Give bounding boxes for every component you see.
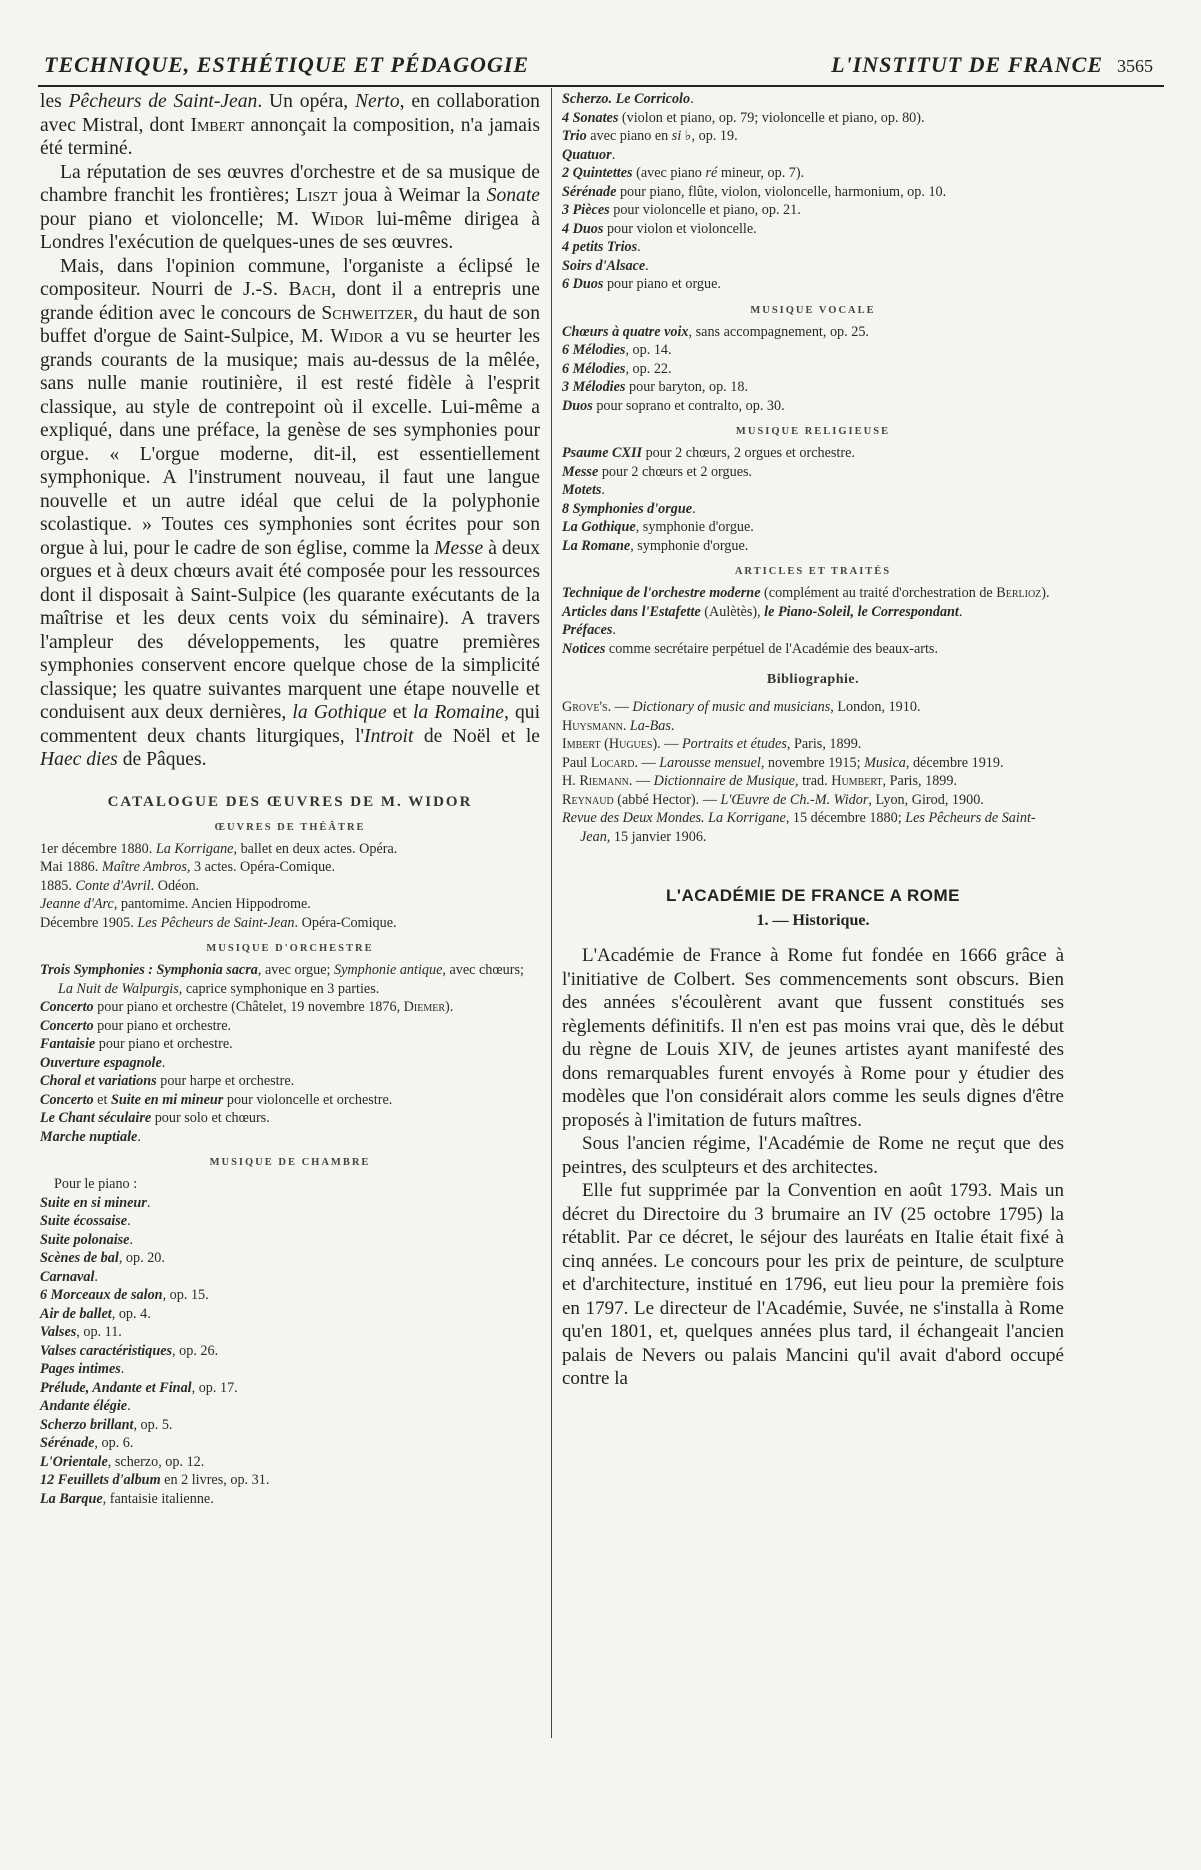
text-run: , op. 26. (172, 1342, 219, 1359)
catalogue-item (562, 500, 1064, 519)
text-run: La Korrigane (155, 840, 234, 857)
text-run: , op. 15. (162, 1287, 209, 1303)
catalogue-item (562, 90, 1064, 109)
text-run: pour 2 chœurs et 2 orgues. (598, 463, 753, 480)
text-run: annonçait la composition, n'a jamais été terminé. (40, 114, 540, 159)
text-run: Schweitzer (321, 302, 414, 324)
running-header-right (831, 52, 1153, 78)
rome-paragraph: Elle fut supprimée par la Convention en août 1793. Mais un décret du Directoire du 3 brumaire an IV (25 octobre 1795) la rétablit. Par ce décret, le séjour des lauréats en Italie était fixé à cinq années. Le concours pour les prix de peinture, de sculpture et d'architecture, institué en 1796, eut lieu pour la première fois en 1797. Le directeur de l'Académie, Suvée, ne s'installa à Rome qu'en 1801, et, quelques années plus tard, il échangeait l'ancien palais de Nevers ou palais Mancini qu'il avait d'abord occupé contre la (562, 1180, 1064, 1389)
text-run: pour harpe et orchestre. (156, 1073, 295, 1089)
text-run: les (40, 91, 69, 112)
running-header-title: L'INSTITUT DE FRANCE (831, 52, 1103, 77)
text-run: , avec chœurs; (442, 962, 524, 978)
text-run: , op. 19. (691, 128, 738, 144)
text-run: Dictionnaire de Musique (653, 773, 795, 789)
text-run: pour piano et orchestre. (95, 1036, 233, 1052)
text-run: Concerto (40, 1017, 94, 1034)
text-run: de Pâques. (117, 749, 207, 770)
text-run: Scherzo brillant (40, 1416, 134, 1433)
catalogue-item (40, 1212, 540, 1231)
text-run: . (612, 622, 616, 638)
catalogue-item (40, 1305, 540, 1324)
text-run: Symphonie antique (334, 962, 443, 978)
section-heading: ARTICLES ET TRAITÉS (734, 566, 892, 577)
catalogue-item (562, 323, 1064, 342)
catalogue-item (562, 341, 1064, 360)
text-run: ). (445, 999, 454, 1015)
page-number: 3565 (1117, 56, 1153, 76)
section-heading: MUSIQUE D'ORCHESTRE (206, 943, 374, 954)
rome-paragraph: L'Académie de France à Rome fut fondée en 1666 grâce à l'initiative de Colbert. Ses commencements sont obscurs. Bien des années s'écoulèrent avant que fussent constitués ses règlements définitifs. Il n'en est pas moins vrai que, dès le début du règne de Louis XIV, de jeunes artistes ayant manifesté des dons remarquables furent envoyés à Rome pour y étudier des modèles que l'on considérait alors comme les seuls dignes d'être proposés à l'imitation de futurs maîtres. (562, 945, 1064, 1131)
text-run: Choral et variations (40, 1073, 157, 1089)
text-run: Suite en mi mineur (110, 1091, 224, 1108)
section-heading: ŒUVRES DE THÉÂTRE (214, 821, 366, 833)
text-run: , novembre 1915; (760, 754, 865, 771)
text-run: ( (600, 736, 609, 752)
text-run: . — (628, 773, 654, 789)
text-run: Grove's (562, 699, 608, 715)
text-run: comme secrétaire perpétuel de l'Académie des beaux-arts. (605, 640, 938, 657)
text-run: Technique de l'orchestre moderne (562, 585, 761, 601)
text-run: 6 Morceaux de salon (40, 1287, 163, 1303)
text-run: Andante élégie (40, 1398, 128, 1414)
text-run: si ♭ (671, 128, 692, 144)
text-run: Quatuor (562, 146, 612, 163)
left-body-text (40, 90, 540, 772)
text-run: Conte d'Avril (75, 877, 151, 894)
text-run: . — (634, 754, 660, 771)
catalogue-item (40, 877, 540, 896)
text-run: pour piano et orchestre (Châtelet, 19 novembre 1876, (93, 999, 404, 1015)
catalogue-item (40, 1035, 540, 1054)
text-run: Musica (864, 754, 906, 771)
text-run: La Nuit de Walpurgis (58, 980, 179, 997)
catalogue-item (562, 109, 1064, 128)
section-heading: MUSIQUE DE CHAMBRE (209, 1157, 371, 1168)
catalogue-item (40, 1453, 540, 1472)
text-run: . (690, 91, 694, 107)
text-run: L'Œuvre de Ch.-M. Widor (720, 791, 869, 808)
catalogue-item (40, 1360, 540, 1379)
text-run: Bach (288, 279, 332, 300)
text-run: pour violoncelle et orchestre. (223, 1091, 393, 1108)
text-run: La réputation de ses œuvres d'orchestre et de sa musique de chambre franchit les frontières; (40, 161, 540, 206)
text-run: Soirs d'Alsace (562, 257, 646, 274)
column-divider (551, 88, 552, 1738)
text-run: , en collaboration avec Mistral, dont (40, 91, 540, 136)
text-run: joua à Weimar la (337, 185, 487, 206)
text-run: Marche nuptiale (40, 1128, 138, 1145)
text-run: , ballet en deux actes. Opéra. (233, 840, 398, 857)
text-run: Préfaces (562, 622, 613, 638)
text-run: pour violoncelle et piano, op. 21. (609, 202, 801, 218)
text-run: , qui commentent deux chants liturgiques, l' (40, 702, 541, 747)
text-run: , op. 20. (118, 1250, 165, 1266)
catalogue-item (562, 378, 1064, 397)
text-run: 1885. (40, 877, 76, 894)
text-run: lui-même dirigea à Londres l'exécution de quelques-unes de ses œuvres. (40, 208, 540, 253)
text-run: pour piano, flûte, violon, violoncelle, harmonium, op. 10. (616, 183, 947, 200)
text-run: 6 Mélodies (562, 360, 626, 377)
catalogue-item (562, 183, 1064, 202)
catalogue-item (562, 220, 1064, 239)
catalogue-item (562, 809, 1064, 846)
text-run: , sans accompagnement, op. 25. (688, 323, 869, 340)
text-run: , op. 11. (76, 1324, 122, 1340)
catalogue-item (562, 146, 1064, 165)
text-run: . Opéra-Comique. (294, 914, 397, 931)
text-run: Mai 1886. (40, 859, 102, 875)
catalogue-item (562, 603, 1064, 622)
text-run: . (127, 1213, 131, 1229)
text-run: , Paris, 1899. (882, 773, 958, 789)
catalogue-item (562, 791, 1064, 810)
catalogue-item (40, 1109, 540, 1128)
text-run: Riemann (579, 773, 629, 789)
rome-body-text (562, 944, 1064, 1391)
text-run: Articles dans l'Estafette (562, 603, 701, 620)
catalogue-item (40, 895, 540, 914)
text-run: à deux orgues et à deux chœurs avait été composée pour les ressources dont il disposait à Saint-Sulpice (les quarante exécutants de la maîtrise et les deux cents voix du séminaire). A travers l'ampleur des développements, les quatre premières symphonies conservent encore quelque chose de la simplicité classique; les quatre suivantes marquent une étape nouvelle et conduisent aux deux dernières, (40, 537, 540, 723)
text-run: 1er décembre 1880. (40, 840, 156, 857)
catalogue-item (40, 1231, 540, 1250)
text-run: 8 Symphonies d'orgue (562, 500, 693, 517)
catalogue-item (40, 840, 540, 859)
text-run: , 15 décembre 1880; (785, 810, 906, 826)
text-run: . (670, 717, 675, 734)
catalogue-item (40, 1397, 540, 1416)
text-run: , avec orgue; (257, 962, 335, 978)
text-run: Pêcheurs de Saint-Jean (68, 91, 258, 112)
text-run: La Romane (562, 537, 631, 554)
text-run: Sérénade (40, 1435, 95, 1451)
text-run: Les Pêcheurs de Saint-Jean (137, 914, 295, 931)
text-run: Larousse mensuel (659, 754, 761, 771)
text-run: Les Pêcheurs de Saint-Jean (580, 810, 1036, 845)
text-run: , London, 1910. (830, 699, 921, 715)
catalogue-item (40, 1091, 540, 1110)
text-run: . (127, 1398, 131, 1414)
left-column (40, 90, 540, 1508)
text-run: ). (1041, 585, 1050, 601)
text-run: , symphonie d'orgue. (635, 519, 754, 535)
text-run: . Un opéra, (257, 91, 355, 112)
text-run: , op. 14. (625, 342, 672, 358)
text-run: , pantomime. Ancien Hippodrome. (113, 896, 311, 912)
text-run: . — (607, 699, 633, 715)
text-run: ré (705, 165, 718, 181)
text-run: pour 2 chœurs, 2 orgues et orchestre. (642, 445, 855, 461)
text-run: , symphonie d'orgue. (630, 537, 749, 554)
catalogue-item (562, 275, 1064, 294)
text-run: Messe (434, 537, 484, 559)
text-run: . (146, 1194, 151, 1211)
text-run: (Aulètès), (700, 603, 765, 620)
text-run: Concerto (40, 999, 94, 1015)
text-run: Imbert (190, 114, 245, 136)
text-run: 6 Duos (562, 276, 604, 292)
catalogue-item (562, 621, 1064, 640)
catalogue-item (562, 518, 1064, 537)
text-run: , op. 22. (625, 360, 672, 377)
text-run: , du haut de son buffet d'orgue de Saint-Sulpice, M. (40, 302, 540, 347)
text-run: 4 Duos (562, 220, 604, 237)
catalogue-item (562, 201, 1064, 220)
text-run: Valses (40, 1324, 77, 1340)
text-run: Suite en si mineur (40, 1194, 147, 1211)
text-run: . (622, 717, 630, 734)
text-run: , op. 4. (111, 1305, 151, 1322)
rome-paragraph: Sous l'ancien régime, l'Académie de Rome ne reçut que des peintres, des sculpteurs et des architectes. (562, 1133, 1064, 1178)
text-run: 2 Quintettes (562, 165, 633, 181)
text-run: , décembre 1919. (905, 754, 1004, 771)
text-run: , 3 actes. Opéra-Comique. (186, 859, 336, 875)
text-run: Notices (562, 640, 606, 657)
text-run: Prélude, Andante et Final (40, 1379, 192, 1396)
text-run: Scènes de bal (40, 1250, 119, 1266)
text-run: Humbert (831, 773, 883, 789)
catalogue-item (40, 1175, 540, 1194)
catalogue-item (562, 584, 1064, 603)
catalogue-item (40, 1249, 540, 1268)
body-paragraph (40, 255, 540, 772)
catalogue-item (40, 1017, 540, 1036)
text-run: , scherzo, op. 12. (107, 1453, 205, 1470)
text-run: L'Orientale (40, 1453, 108, 1470)
text-run: Décembre 1905. (40, 914, 138, 931)
catalogue-title: CATALOGUE DES ŒUVRES DE M. WIDOR (107, 793, 473, 810)
text-run: mineur, op. 7). (717, 165, 805, 181)
text-run: Huysmann (562, 717, 623, 734)
text-run: . (692, 500, 696, 517)
catalogue-item (40, 1268, 540, 1287)
text-run: . (637, 239, 641, 255)
text-run: la Gothique (292, 702, 387, 723)
catalogue-item (562, 397, 1064, 416)
section-heading: MUSIQUE RELIGIEUSE (735, 426, 891, 437)
catalogue-item (562, 360, 1064, 379)
text-run: la Romaine (412, 702, 504, 723)
text-run: le Piano-Soleil, le Correspondant (764, 603, 959, 620)
catalogue-sections (40, 822, 540, 1509)
text-run: 3 Mélodies (562, 379, 626, 395)
text-run: et (93, 1091, 111, 1108)
text-run: Diemer (403, 999, 446, 1015)
text-run: 4 Sonates (562, 109, 619, 126)
bibliography-title: Bibliographie. (766, 672, 860, 687)
text-run: . (137, 1128, 141, 1145)
catalogue-item (562, 257, 1064, 276)
catalogue-item (40, 1323, 540, 1342)
catalogue-item (40, 1379, 540, 1398)
catalogue-item (562, 640, 1064, 659)
text-run: . (94, 1268, 98, 1285)
catalogue-item (562, 164, 1064, 183)
text-run: , op. 5. (133, 1416, 173, 1433)
text-run: Trois Symphonies : Symphonia sacra (40, 962, 258, 978)
text-run: (violon et piano, op. 79; violoncelle et piano, op. 80). (618, 109, 925, 126)
text-run: 3 Pièces (562, 202, 610, 218)
text-run: Dictionary of music and musicians (632, 699, 831, 715)
text-run: Sérénade (562, 183, 617, 200)
catalogue-item (40, 961, 540, 998)
text-run: La-Bas (629, 717, 671, 734)
works-sections (562, 305, 1064, 659)
text-run: Widor (330, 326, 384, 347)
text-run: Mais, dans l'opinion commune, l'organiste a éclipsé le compositeur. Nourri de J.-S. (40, 255, 540, 300)
text-run: Concerto (40, 1091, 94, 1108)
rome-section-title: L'ACADÉMIE DE FRANCE A ROME (666, 886, 960, 905)
text-run: La Gothique (562, 519, 636, 535)
rome-subtitle: 1. — Historique. (756, 912, 870, 929)
text-run: Messe (562, 463, 599, 480)
chamber-music-continued (562, 90, 1064, 294)
text-run: avec piano en (586, 128, 672, 144)
text-run: , 15 janvier 1906. (606, 828, 707, 845)
text-run: Jeanne d'Arc (40, 896, 114, 912)
text-run: . (958, 603, 963, 620)
text-run: Fantaisie (40, 1036, 96, 1052)
catalogue-item (40, 1490, 540, 1509)
catalogue-item (562, 238, 1064, 257)
text-run: Introit (364, 725, 414, 747)
text-run: Hugues (608, 736, 653, 752)
text-run: et (386, 702, 413, 723)
text-run: Nerto (354, 91, 400, 112)
catalogue-item (40, 1342, 540, 1361)
catalogue-item (40, 914, 540, 933)
catalogue-item (562, 444, 1064, 463)
text-run: , trad. (794, 773, 832, 789)
text-run: Chœurs à quatre voix (562, 323, 689, 340)
catalogue-item (40, 1286, 540, 1305)
text-run: pour baryton, op. 18. (625, 379, 749, 395)
text-run: H. (562, 773, 580, 789)
running-header-left: TECHNIQUE, ESTHÉTIQUE ET PÉDAGOGIE (44, 52, 530, 77)
text-run: pour soprano et contralto, op. 30. (592, 397, 785, 414)
catalogue-item (562, 537, 1064, 556)
text-run: en 2 livres, op. 31. (160, 1472, 270, 1488)
text-run: Air de ballet (40, 1305, 112, 1322)
text-run: , op. 17. (191, 1379, 238, 1396)
text-run: . (601, 482, 605, 498)
text-run: Motets (562, 482, 602, 498)
section-heading: MUSIQUE VOCALE (750, 304, 876, 316)
text-run: pour solo et chœurs. (151, 1110, 270, 1126)
text-run: (avec piano (632, 165, 706, 181)
text-run: . (120, 1361, 125, 1377)
text-run: pour piano et orgue. (603, 276, 721, 292)
text-run: Pages intimes (40, 1361, 121, 1377)
text-run: Suite écossaise (40, 1213, 128, 1229)
catalogue-item (40, 1054, 540, 1073)
text-run: . Odéon. (150, 877, 200, 894)
text-run: Maître Ambros (101, 859, 187, 875)
text-run: Haec dies (40, 749, 118, 770)
text-run: 6 Mélodies (562, 342, 626, 358)
text-run: Le Chant séculaire (40, 1110, 152, 1126)
text-run: , Lyon, Girod, 1900. (868, 791, 984, 808)
text-run: pour piano et orchestre. (93, 1017, 232, 1034)
body-paragraph (40, 90, 540, 161)
text-run: Imbert (562, 736, 601, 752)
bibliography-list (562, 698, 1064, 846)
text-run: Scherzo. Le Corricolo (562, 91, 691, 107)
catalogue-item (40, 858, 540, 877)
catalogue-item (562, 754, 1064, 773)
catalogue-item (40, 1471, 540, 1490)
text-run: Revue des Deux Mondes. La Korrigane (562, 810, 786, 826)
catalogue-item (40, 1194, 540, 1213)
text-run: Widor (311, 208, 365, 230)
text-run: . (161, 1054, 166, 1071)
text-run: pour piano et violoncelle; M. (40, 208, 312, 230)
text-run: 4 petits Trios (562, 239, 638, 255)
right-column (562, 90, 1064, 1391)
catalogue-item (562, 735, 1064, 754)
text-run: Reynaud (562, 791, 614, 808)
text-run: . (129, 1231, 134, 1248)
text-run: , op. 6. (94, 1435, 134, 1451)
text-run: (abbé Hector). — (613, 791, 721, 808)
catalogue-item (40, 1072, 540, 1091)
text-run: Paul (562, 754, 591, 771)
catalogue-item (40, 998, 540, 1017)
text-run: ). — (652, 736, 683, 752)
text-run: Ouverture espagnole (40, 1054, 162, 1071)
text-run: , fantaisie italienne. (102, 1490, 214, 1507)
text-run: Valses caractéristiques (40, 1342, 173, 1359)
text-run: Berlioz (996, 585, 1042, 601)
catalogue-item (562, 481, 1064, 500)
text-run: Trio (562, 128, 587, 144)
text-run: a vu se heurter les grands courants de la musique; mais au-dessus de la mêlée, sans nulle manie routinière, il est resté fidèle à l'esprit classique, au style de contrepoint où il excelle. Lui-même a expliqué, dans une préface, la genèse de ses symphonies pour orgue. « L'orgue moderne, dit-il, est essentiellement symphonique. A l'instrument nouveau, il faut une langue nouvelle et un autre idéal que celui de la polyphonie scolastique. » Toutes ces symphonies sont écrites pour son orgue à lui, pour le cadre de son église, comme la (40, 326, 540, 559)
text-run: (complément au traité d'orchestration de (760, 585, 997, 601)
text-run: Carnaval (40, 1268, 95, 1285)
text-run: , caprice symphonique en 3 parties. (178, 980, 380, 997)
catalogue-item (562, 463, 1064, 482)
text-run: Psaume CXII (562, 445, 643, 461)
text-run: . (645, 257, 649, 274)
text-run: Locard (590, 754, 635, 771)
catalogue-item (562, 772, 1064, 791)
text-run: pour violon et violoncelle. (603, 220, 757, 237)
text-run: . (611, 146, 616, 163)
text-run: de Noël et le (413, 725, 540, 747)
header-rule (38, 85, 1164, 87)
catalogue-item (562, 127, 1064, 146)
catalogue-item (40, 1416, 540, 1435)
text-run: Liszt (295, 185, 338, 206)
text-run: Portraits et études (682, 736, 787, 752)
text-run: Pour le piano : (54, 1176, 138, 1192)
text-run: 12 Feuillets d'album (40, 1472, 161, 1488)
text-run: Sonate (486, 185, 540, 206)
catalogue-item (562, 698, 1064, 717)
catalogue-item (40, 1434, 540, 1453)
body-paragraph (40, 161, 540, 255)
text-run: La Barque (40, 1490, 103, 1507)
text-run: Suite polonaise (40, 1231, 130, 1248)
text-run: , Paris, 1899. (786, 736, 862, 752)
catalogue-item (562, 717, 1064, 736)
text-run: , dont il a entrepris une grande édition avec le concours de (40, 279, 540, 324)
catalogue-item (40, 1128, 540, 1147)
text-run: Duos (562, 397, 593, 414)
